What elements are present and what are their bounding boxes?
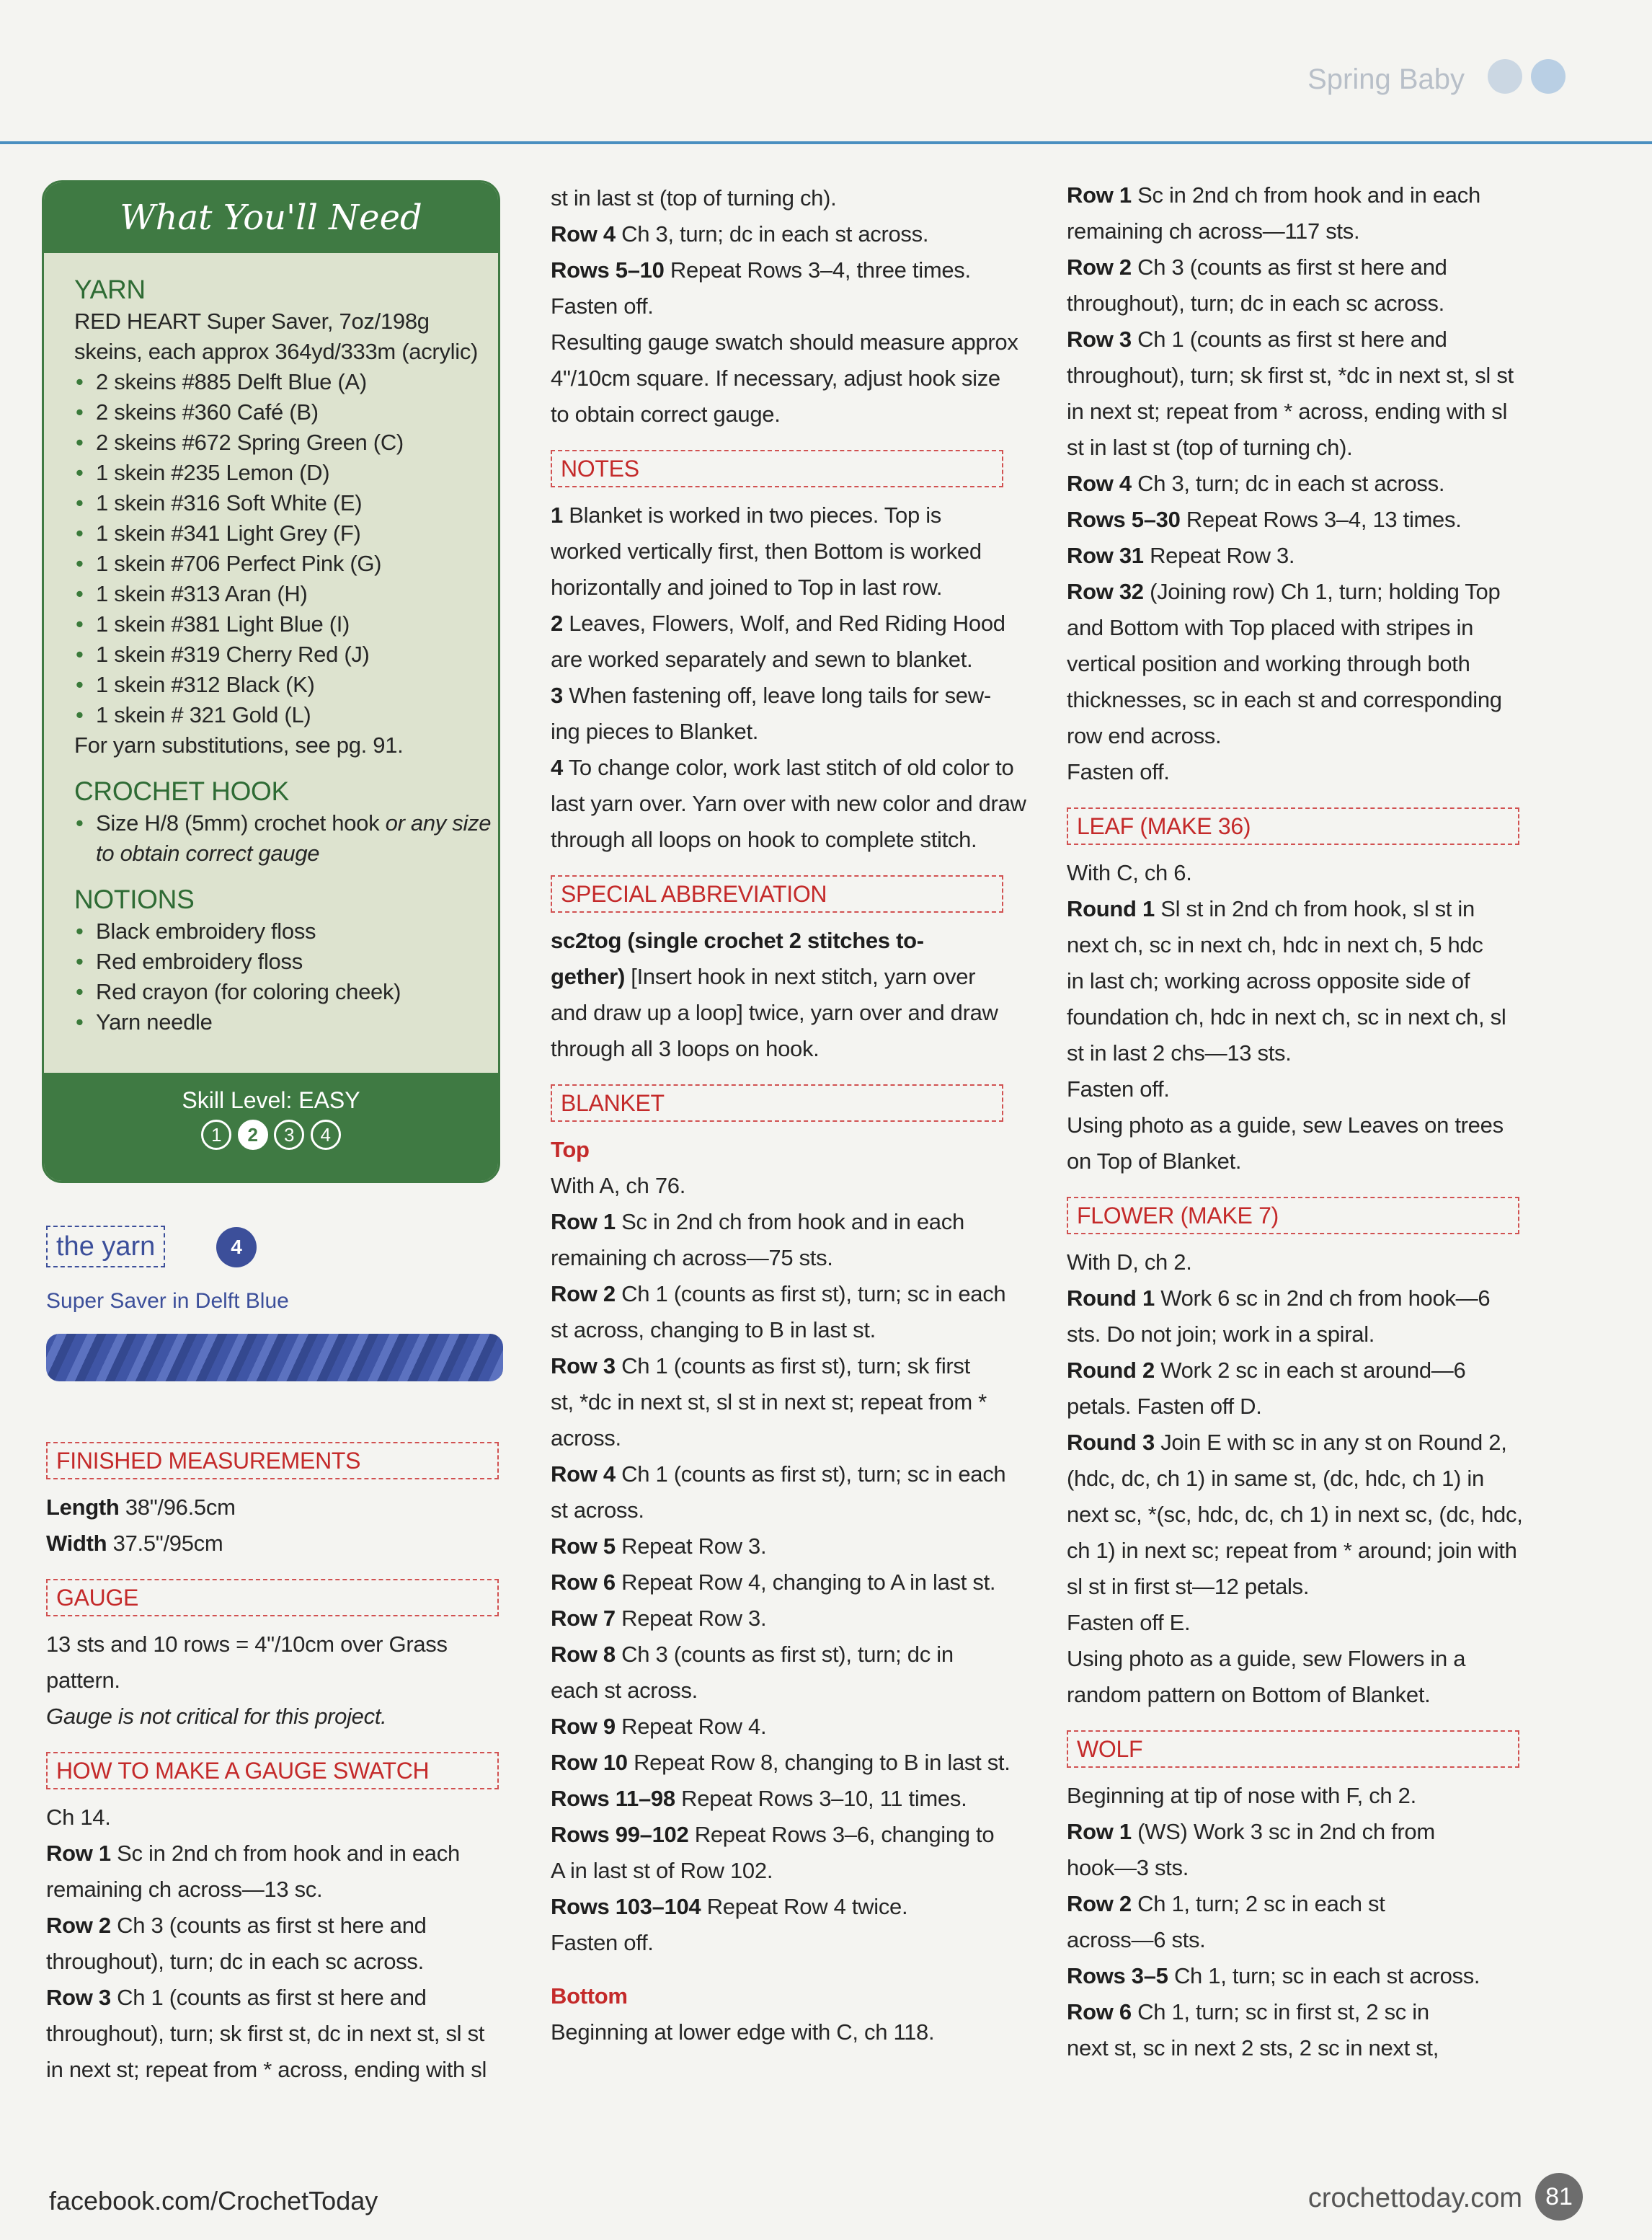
note-line: worked vertically first, then Bottom is worked — [551, 539, 982, 564]
note-item: 4 To change color, work last stitch of old color to — [551, 755, 1014, 780]
instruction-row: Row 7 Repeat Row 3. — [551, 1606, 767, 1631]
flower-heading: FLOWER (MAKE 7) — [1067, 1197, 1519, 1234]
hook-list — [74, 808, 498, 869]
instruction-row: Rows 11–98 Repeat Rows 3–10, 11 times. — [551, 1786, 967, 1811]
bottom-start: Beginning at lower edge with C, ch 118. — [551, 2019, 935, 2045]
instruction-row-cont: hook—3 sts. — [1067, 1855, 1189, 1880]
abbreviation-line: through all 3 loops on hook. — [551, 1036, 820, 1061]
the-yarn-label: the yarn — [46, 1226, 165, 1267]
swatch-result: Resulting gauge swatch should measure approx — [551, 329, 1018, 355]
instruction-row: Rows 103–104 Repeat Row 4 twice. — [551, 1894, 908, 1919]
skill-level-1-icon: 1 — [201, 1120, 231, 1150]
flower-sew: random pattern on Bottom of Blanket. — [1067, 1682, 1431, 1707]
yarn-item: • 1 skein #235 Lemon (D) — [96, 458, 498, 488]
yarn-item: • 1 skein #341 Light Grey (F) — [96, 518, 498, 549]
yarn-note: For yarn substitutions, see pg. 91. — [74, 732, 404, 758]
flower-fasten: Fasten off E. — [1067, 1610, 1191, 1635]
width-line: Width 37.5"/95cm — [46, 1531, 223, 1556]
swatch-result: to obtain correct gauge. — [551, 402, 781, 427]
yarn-heading: YARN — [74, 275, 146, 304]
leaf-sew: Using photo as a guide, sew Leaves on trees — [1067, 1112, 1504, 1138]
note-line: last yarn over. Yarn over with new color and draw — [551, 791, 1026, 816]
instruction-row: Round 3 Join E with sc in any st on Round 2, — [1067, 1430, 1507, 1455]
page-number: 81 — [1535, 2173, 1583, 2221]
leaf-round-line: next ch, sc in next ch, hdc in next ch, 5 hdc — [1067, 932, 1483, 957]
wolf-rows — [1067, 1814, 1586, 2066]
leaf-round: Round 1 Sl st in 2nd ch from hook, sl st in — [1067, 896, 1475, 921]
sidebar-title: What You'll Need — [44, 182, 498, 253]
gauge-swatch-heading: HOW TO MAKE A GAUGE SWATCH — [46, 1752, 499, 1789]
leaf-round-line: in last ch; working across opposite side of — [1067, 968, 1470, 993]
instruction-row: Round 2 Work 2 sc in each st around—6 — [1067, 1358, 1466, 1383]
notion-item: • Black embroidery floss — [96, 916, 498, 947]
instruction-row: Row 9 Repeat Row 4. — [551, 1714, 767, 1739]
leaf-round-line: foundation ch, hdc in next ch, sc in next ch, sl — [1067, 1004, 1506, 1030]
swatch-row: Row 1 Sc in 2nd ch from hook and in each — [46, 1841, 460, 1866]
note-line: ing pieces to Blanket. — [551, 719, 759, 744]
header-dot-icon — [1531, 59, 1566, 94]
leaf-sew: on Top of Blanket. — [1067, 1148, 1242, 1174]
skill-level-icons — [44, 1120, 498, 1150]
instruction-row: Row 2 Ch 1 (counts as first st), turn; sc in each — [551, 1281, 1006, 1306]
instruction-row: Row 6 Repeat Row 4, changing to A in last st. — [551, 1570, 996, 1595]
blanket-fasten: Fasten off. — [551, 1930, 654, 1955]
special-abbreviation-heading: SPECIAL ABBREVIATION — [551, 875, 1003, 913]
instruction-row: Row 32 (Joining row) Ch 1, turn; holding Top — [1067, 579, 1501, 604]
leaf-fasten: Fasten off. — [1067, 1076, 1170, 1102]
notes-heading: NOTES — [551, 450, 1003, 487]
length-line: Length 38"/96.5cm — [46, 1495, 236, 1520]
skill-level-label: Skill Level: EASY — [182, 1087, 360, 1113]
swatch-row-cont: throughout), turn; dc in each sc across. — [46, 1949, 424, 1974]
instruction-row-cont: ch 1) in next sc; repeat from * around; join with — [1067, 1538, 1517, 1563]
column-1 — [46, 1442, 507, 2088]
yarn-item: • 1 skein #706 Perfect Pink (G) — [96, 549, 498, 579]
notions-list — [74, 916, 498, 1037]
blanket-rows — [551, 1204, 1041, 1925]
note-line: are worked separately and sewn to blanket. — [551, 647, 973, 672]
note-line: through all loops on hook to complete stitch. — [551, 827, 977, 852]
notions-heading: NOTIONS — [74, 885, 195, 914]
what-youll-need-box — [42, 180, 500, 1183]
hook-heading: CROCHET HOOK — [74, 776, 289, 806]
abbreviation-line: gether) [Insert hook in next stitch, yarn over — [551, 964, 976, 989]
wolf-heading: WOLF — [1067, 1730, 1519, 1768]
instruction-row-cont: remaining ch across—75 sts. — [551, 1245, 833, 1270]
yarn-item: • 1 skein #312 Black (K) — [96, 670, 498, 700]
blanket-heading: BLANKET — [551, 1084, 1003, 1122]
skill-level-2-icon: 2 — [238, 1120, 268, 1150]
instruction-row-cont: st across. — [551, 1497, 644, 1523]
yarn-weight-icon: 4 — [216, 1227, 257, 1267]
yarn-name: Super Saver in Delft Blue — [46, 1289, 289, 1313]
instruction-row-cont: sts. Do not join; work in a spiral. — [1067, 1322, 1375, 1347]
instruction-row: Round 1 Work 6 sc in 2nd ch from hook—6 — [1067, 1285, 1491, 1311]
notion-item: • Yarn needle — [96, 1007, 498, 1037]
bottom-subheading: Bottom — [551, 1983, 628, 2009]
swatch-ch: Ch 14. — [46, 1805, 111, 1830]
instruction-row-cont: across. — [551, 1425, 621, 1451]
note-item: 3 When fastening off, leave long tails for sew- — [551, 683, 991, 708]
instruction-row-cont: next st, sc in next 2 sts, 2 sc in next st, — [1067, 2035, 1439, 2060]
instruction-row: Row 3 Ch 1 (counts as first st here and — [1067, 327, 1447, 352]
column-3 — [1067, 177, 1586, 2066]
instruction-row-cont: remaining ch across—117 sts. — [1067, 218, 1360, 244]
yarn-item: • 1 skein #319 Cherry Red (J) — [96, 639, 498, 670]
bottom-rows — [1067, 177, 1586, 754]
note-line: horizontally and joined to Top in last row. — [551, 575, 943, 600]
instruction-row: Rows 5–30 Repeat Rows 3–4, 13 times. — [1067, 507, 1462, 532]
skill-level-footer — [44, 1073, 498, 1181]
swatch-row-cont: st in last st (top of turning ch). — [551, 185, 837, 211]
yarn-item: • 1 skein #381 Light Blue (I) — [96, 609, 498, 639]
instruction-row-cont: petals. Fasten off D. — [1067, 1394, 1262, 1419]
swatch-row: Rows 5–10 Repeat Rows 3–4, three times. — [551, 257, 971, 283]
instruction-row: Row 8 Ch 3 (counts as first st), turn; dc in — [551, 1642, 954, 1667]
swatch-row: Row 3 Ch 1 (counts as first st here and — [46, 1985, 427, 2010]
instruction-row-cont: and Bottom with Top placed with stripes in — [1067, 615, 1474, 640]
gauge-heading: GAUGE — [46, 1579, 499, 1616]
note-item: 1 Blanket is worked in two pieces. Top is — [551, 503, 941, 528]
bottom-fasten: Fasten off. — [1067, 759, 1170, 784]
leaf-start: With C, ch 6. — [1067, 860, 1192, 885]
gauge-note: Gauge is not critical for this project. — [46, 1704, 387, 1729]
skill-level-4-icon: 4 — [311, 1120, 341, 1150]
finished-measurements-heading: FINISHED MEASUREMENTS — [46, 1442, 499, 1479]
abbreviation-line: and draw up a loop] twice, yarn over and draw — [551, 1000, 998, 1025]
swatch-row-cont: in next st; repeat from * across, ending with sl — [46, 2057, 487, 2082]
yarn-item: • 1 skein #313 Aran (H) — [96, 579, 498, 609]
gauge-text: pattern. — [46, 1668, 120, 1693]
instruction-row: Row 4 Ch 1 (counts as first st), turn; sc in each — [551, 1461, 1006, 1487]
instruction-row: Row 2 Ch 3 (counts as first st here and — [1067, 254, 1447, 280]
footer-facebook-link[interactable]: facebook.com/CrochetToday — [49, 2186, 378, 2215]
yarn-intro-line: skeins, each approx 364yd/333m (acrylic) — [74, 339, 479, 364]
notion-item: • Red crayon (for coloring cheek) — [96, 977, 498, 1007]
instruction-row-cont: row end across. — [1067, 723, 1222, 748]
yarn-swatch-image — [46, 1334, 503, 1381]
instruction-row-cont: st in last st (top of turning ch). — [1067, 435, 1353, 460]
note-item: 2 Leaves, Flowers, Wolf, and Red Riding Hood — [551, 611, 1005, 636]
yarn-list — [74, 367, 498, 730]
instruction-row: Row 31 Repeat Row 3. — [1067, 543, 1295, 568]
notion-item: • Red embroidery floss — [96, 947, 498, 977]
header-text: Spring Baby — [1307, 63, 1465, 95]
instruction-row-cont: sl st in first st—12 petals. — [1067, 1574, 1310, 1599]
instruction-row: Rows 99–102 Repeat Rows 3–6, changing to — [551, 1822, 995, 1847]
leaf-round-line: st in last 2 chs—13 sts. — [1067, 1040, 1292, 1066]
instruction-row: Row 6 Ch 1, turn; sc in first st, 2 sc in — [1067, 1999, 1429, 2024]
gauge-text: 13 sts and 10 rows = 4"/10cm over Grass — [46, 1632, 448, 1657]
instruction-row: Row 10 Repeat Row 8, changing to B in last st. — [551, 1750, 1011, 1775]
header-rule — [0, 141, 1652, 144]
instruction-row-cont: throughout), turn; sk first st, *dc in next st, sl st — [1067, 363, 1514, 388]
instruction-row: Row 1 (WS) Work 3 sc in 2nd ch from — [1067, 1819, 1435, 1844]
instruction-row: Row 5 Repeat Row 3. — [551, 1533, 767, 1559]
instruction-row-cont: each st across. — [551, 1678, 698, 1703]
instruction-row: Row 2 Ch 1, turn; 2 sc in each st — [1067, 1891, 1385, 1916]
column-2 — [551, 180, 1041, 2050]
instruction-row: Row 1 Sc in 2nd ch from hook and in each — [1067, 182, 1480, 208]
instruction-row-cont: throughout), turn; dc in each sc across. — [1067, 291, 1444, 316]
instruction-row-cont: st, *dc in next st, sl st in next st; repeat from * — [551, 1389, 987, 1415]
leaf-heading: LEAF (MAKE 36) — [1067, 807, 1519, 845]
instruction-row: Row 4 Ch 3, turn; dc in each st across. — [1067, 471, 1445, 496]
header-dot-icon — [1488, 59, 1522, 94]
instruction-row: Rows 3–5 Ch 1, turn; sc in each st across. — [1067, 1963, 1480, 1988]
instruction-row-cont: thicknesses, sc in each st and corresponding — [1067, 687, 1502, 712]
instruction-row: Row 1 Sc in 2nd ch from hook and in each — [551, 1209, 964, 1234]
yarn-intro-line: RED HEART Super Saver, 7oz/198g — [74, 309, 430, 334]
instruction-row-cont: (hdc, dc, ch 1) in same st, (dc, hdc, ch 1) in — [1067, 1466, 1484, 1491]
yarn-item: • 1 skein # 321 Gold (L) — [96, 700, 498, 730]
flower-rounds — [1067, 1280, 1586, 1605]
yarn-item: • 2 skeins #885 Delft Blue (A) — [96, 367, 498, 397]
swatch-row-cont: throughout), turn; sk first st, dc in next st, sl st — [46, 2021, 485, 2046]
yarn-item: • 2 skeins #360 Café (B) — [96, 397, 498, 428]
swatch-row: Row 4 Ch 3, turn; dc in each st across. — [551, 221, 929, 247]
instruction-row-cont: next sc, *(sc, hdc, dc, ch 1) in next sc, (dc, hdc, — [1067, 1502, 1523, 1527]
footer-site-link[interactable]: crochettoday.com — [1307, 2183, 1522, 2213]
swatch-row-cont: remaining ch across—13 sc. — [46, 1877, 323, 1902]
yarn-item: • 1 skein #316 Soft White (E) — [96, 488, 498, 518]
instruction-row-cont: in next st; repeat from * across, ending with sl — [1067, 399, 1508, 424]
abbreviation-line: sc2tog (single crochet 2 stitches to- — [551, 928, 924, 953]
swatch-fasten: Fasten off. — [551, 293, 654, 319]
instruction-row: Row 3 Ch 1 (counts as first st), turn; sk first — [551, 1353, 970, 1378]
skill-level-3-icon: 3 — [274, 1120, 304, 1150]
wolf-start: Beginning at tip of nose with F, ch 2. — [1067, 1783, 1416, 1808]
swatch-row: Row 2 Ch 3 (counts as first st here and — [46, 1913, 427, 1938]
instruction-row-cont: vertical position and working through both — [1067, 651, 1470, 676]
swatch-result: 4"/10cm square. If necessary, adjust hook size — [551, 366, 1000, 391]
flower-sew: Using photo as a guide, sew Flowers in a — [1067, 1646, 1466, 1671]
instruction-row-cont: across—6 sts. — [1067, 1927, 1206, 1952]
instruction-row-cont: A in last st of Row 102. — [551, 1858, 773, 1883]
blanket-start: With A, ch 76. — [551, 1173, 686, 1198]
instruction-row-cont: st across, changing to B in last st. — [551, 1317, 876, 1342]
hook-item: • Size H/8 (5mm) crochet hook or any size to obtain correct gauge — [96, 808, 498, 869]
flower-start: With D, ch 2. — [1067, 1249, 1192, 1275]
top-subheading: Top — [551, 1137, 590, 1162]
yarn-item: • 2 skeins #672 Spring Green (C) — [96, 428, 498, 458]
